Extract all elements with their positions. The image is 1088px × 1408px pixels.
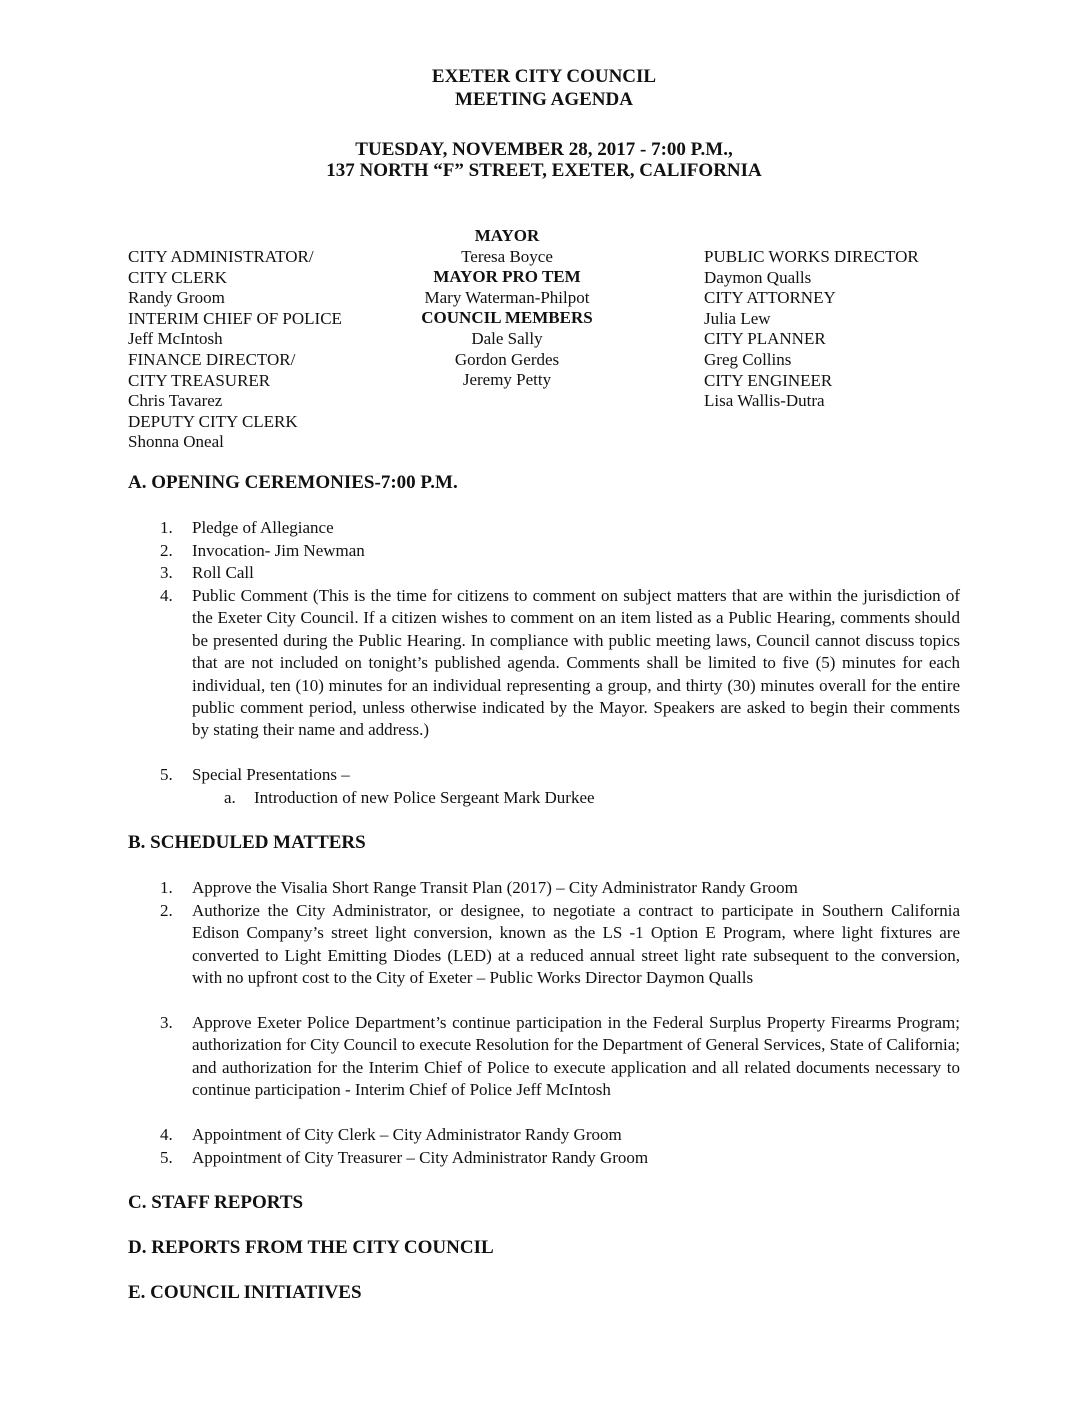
staff-name: Lisa Wallis-Dutra bbox=[704, 391, 825, 411]
agenda-sub-item bbox=[224, 787, 595, 809]
item-text: Appointment of City Treasurer – City Administrator Randy Groom bbox=[192, 1148, 649, 1167]
staff-name: Chris Tavarez bbox=[128, 391, 223, 411]
council-heading: MAYOR bbox=[474, 226, 540, 245]
agenda-item bbox=[160, 877, 960, 899]
staff-title: FINANCE DIRECTOR/ bbox=[128, 349, 296, 369]
staff-title: CITY ADMINISTRATOR/ bbox=[128, 247, 314, 266]
staff-name: Greg Collins bbox=[704, 349, 792, 369]
item-text: Public Comment (This is the time for citizens to comment on subject matters that are within the jurisdiction of the Exeter City Council. If a citizen wishes to comment on an item listed as a Public Hearing, comments should be presented during the Public Hearing. In compliance with public meeting laws, Council cannot discuss topics that are not included on tonight’s published agenda. Comments shall be limited to five (5) minutes for each individual, ten (10) minutes for an individual representing a group, and thirty (30) minutes overall for the entire public comment period, unless otherwise indicated by the Mayor. Speakers are asked to begin their comments by stating their name and address.) bbox=[192, 586, 960, 740]
item-text: Approve Exeter Police Department’s continue participation in the Federal Surplus Property Firearms Program; authorization for City Council to execute Resolution for the Department of General Services, State of California; and authorization for the Interim Chief of Police to execute application and all related documents necessary to continue participation - Interim Chief of Police Jeff McIntosh bbox=[192, 1013, 960, 1100]
item-text: Pledge of Allegiance bbox=[192, 518, 334, 537]
agenda-item bbox=[160, 1147, 960, 1169]
item-number: 3. bbox=[160, 563, 173, 582]
staff-title: CITY PLANNER bbox=[704, 329, 826, 349]
meeting-date: TUESDAY, NOVEMBER 28, 2017 - 7:00 P.M., bbox=[355, 139, 733, 160]
meeting-address: 137 NORTH “F” STREET, EXETER, CALIFORNIA bbox=[326, 160, 762, 181]
council-heading: MAYOR PRO TEM bbox=[433, 267, 581, 287]
item-number: 1. bbox=[160, 518, 173, 537]
council-name: Mary Waterman-Philpot bbox=[424, 287, 590, 307]
item-text: Approve the Visalia Short Range Transit Plan (2017) – City Administrator Randy Groom bbox=[192, 878, 798, 897]
council-name: Jeremy Petty bbox=[462, 370, 552, 390]
staff-name: Randy Groom bbox=[128, 288, 225, 308]
staff-name: Shonna Oneal bbox=[128, 432, 224, 452]
item-text: Roll Call bbox=[192, 563, 254, 582]
sub-item-text: Introduction of new Police Sergeant Mark Durkee bbox=[254, 788, 595, 807]
agenda-title: EXETER CITY COUNCIL bbox=[431, 66, 657, 87]
staff-left-column bbox=[128, 247, 342, 453]
item-number: 4. bbox=[160, 586, 173, 605]
council-name: Dale Sally bbox=[471, 328, 543, 348]
item-number: 4. bbox=[160, 1125, 173, 1144]
staff-title: INTERIM CHIEF OF POLICE bbox=[128, 308, 342, 328]
agenda-item bbox=[160, 562, 960, 584]
council-column bbox=[392, 226, 622, 391]
council-name: Gordon Gerdes bbox=[454, 349, 560, 369]
agenda-item bbox=[160, 764, 960, 786]
agenda-item bbox=[160, 1124, 960, 1146]
agenda-item bbox=[160, 900, 960, 990]
council-heading: COUNCIL MEMBERS bbox=[421, 308, 593, 328]
staff-title: CITY ENGINEER bbox=[704, 370, 833, 390]
item-text: Appointment of City Clerk – City Administrator Randy Groom bbox=[192, 1125, 622, 1144]
staff-name: Daymon Qualls bbox=[704, 267, 812, 287]
item-text: Invocation- Jim Newman bbox=[192, 541, 365, 560]
item-text: Special Presentations – bbox=[192, 765, 350, 784]
item-number: 2. bbox=[160, 541, 173, 560]
council-name: Teresa Boyce bbox=[461, 246, 553, 266]
staff-right-column bbox=[704, 247, 919, 412]
staff-title: CITY ATTORNEY bbox=[704, 288, 836, 308]
item-number: 2. bbox=[160, 901, 173, 920]
staff-title: PUBLIC WORKS DIRECTOR bbox=[704, 247, 919, 266]
item-number: 1. bbox=[160, 878, 173, 897]
agenda-item-public-comment bbox=[160, 585, 960, 742]
section-heading-staff-reports: C. STAFF REPORTS bbox=[128, 1192, 304, 1213]
item-number: 5. bbox=[160, 765, 173, 784]
agenda-item bbox=[160, 540, 960, 562]
item-number: 3. bbox=[160, 1013, 173, 1032]
agenda-item bbox=[160, 1012, 960, 1102]
item-number: 5. bbox=[160, 1148, 173, 1167]
staff-name: Jeff McIntosh bbox=[128, 329, 223, 349]
sub-item-letter: a. bbox=[224, 788, 236, 807]
staff-title: DEPUTY CITY CLERK bbox=[128, 411, 298, 431]
section-heading-council-reports: D. REPORTS FROM THE CITY COUNCIL bbox=[128, 1237, 494, 1258]
staff-title: CITY TREASURER bbox=[128, 370, 271, 390]
section-heading-council-initiatives: E. COUNCIL INITIATIVES bbox=[128, 1282, 362, 1303]
staff-title: CITY CLERK bbox=[128, 267, 228, 287]
staff-name: Julia Lew bbox=[704, 308, 771, 328]
section-heading-scheduled-matters: B. SCHEDULED MATTERS bbox=[128, 832, 366, 853]
section-heading-opening-ceremonies: A. OPENING CEREMONIES-7:00 P.M. bbox=[128, 472, 458, 493]
agenda-item bbox=[160, 517, 960, 539]
item-text: Authorize the City Administrator, or designee, to negotiate a contract to participate in Southern California Edison Company’s street light conversion, known as the LS -1 Option E Program, where light fixtures are converted to Light Emitting Diodes (LED) at a reduced annual street light rate subsequent to the conversion, with no upfront cost to the City of Exeter – Public Works Director Daymon Qualls bbox=[192, 901, 960, 988]
agenda-subtitle: MEETING AGENDA bbox=[455, 89, 633, 110]
